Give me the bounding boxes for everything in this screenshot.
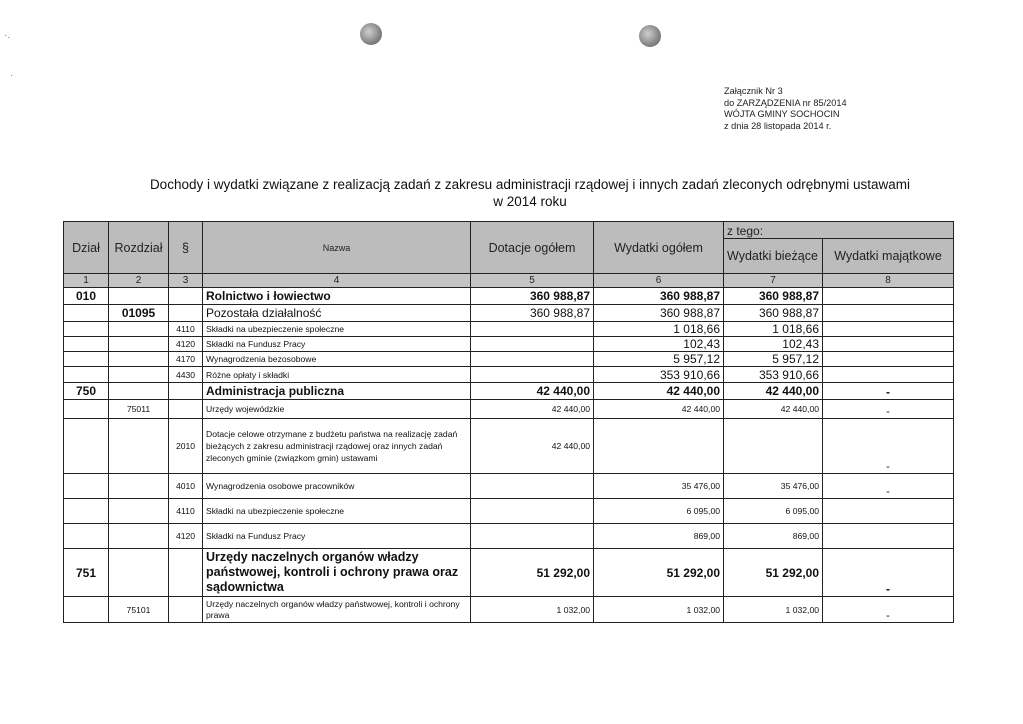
cell-nazwa: Urzędy naczelnych organów władzy państwowej, kontroli i ochrony prawa oraz sądownictwa xyxy=(203,549,471,597)
cell-dotacje: 51 292,00 xyxy=(471,549,594,597)
cell-rozdzial xyxy=(109,337,169,352)
column-number: 1 xyxy=(64,274,109,288)
table-row xyxy=(64,524,954,549)
cell-dzial xyxy=(64,337,109,352)
cell-wydatki xyxy=(594,419,724,474)
table-row xyxy=(64,352,954,367)
annex-block xyxy=(724,86,847,132)
table-row xyxy=(64,288,954,305)
cell-paragraf: 4010 xyxy=(169,474,203,499)
cell-rozdzial xyxy=(109,524,169,549)
cell-biezace: 42 440,00 xyxy=(724,383,823,400)
cell-nazwa: Urzędy wojewódzkie xyxy=(203,400,471,419)
cell-rozdzial xyxy=(109,549,169,597)
column-number: 8 xyxy=(823,274,954,288)
cell-dzial xyxy=(64,419,109,474)
table-row xyxy=(64,383,954,400)
header-rozdzial: Rozdział xyxy=(109,222,169,274)
cell-rozdzial xyxy=(109,288,169,305)
cell-dzial xyxy=(64,524,109,549)
cell-dotacje xyxy=(471,524,594,549)
cell-dotacje: 42 440,00 xyxy=(471,400,594,419)
cell-nazwa: Składki na ubezpieczenie społeczne xyxy=(203,322,471,337)
cell-rozdzial xyxy=(109,499,169,524)
table-row xyxy=(64,549,954,597)
column-number: 3 xyxy=(169,274,203,288)
cell-dotacje xyxy=(471,367,594,383)
cell-wydatki: 42 440,00 xyxy=(594,383,724,400)
cell-dzial xyxy=(64,499,109,524)
column-number: 5 xyxy=(471,274,594,288)
cell-wydatki: 51 292,00 xyxy=(594,549,724,597)
cell-dzial xyxy=(64,352,109,367)
cell-wydatki: 35 476,00 xyxy=(594,474,724,499)
table-row xyxy=(64,322,954,337)
header-nazwa: Nazwa xyxy=(203,222,471,274)
cell-dzial: 750 xyxy=(64,383,109,400)
cell-nazwa: Dotacje celowe otrzymane z budżetu państwa na realizację zadań bieżących z zakresu administracji rządowej oraz innych zadań zleconych gminie (związkom gmin) ustawami xyxy=(203,419,471,474)
cell-majatkowe xyxy=(823,367,954,383)
cell-paragraf: 4110 xyxy=(169,322,203,337)
cell-dzial xyxy=(64,400,109,419)
cell-majatkowe xyxy=(823,288,954,305)
cell-wydatki: 353 910,66 xyxy=(594,367,724,383)
cell-paragraf xyxy=(169,597,203,623)
cell-biezace xyxy=(724,419,823,474)
punch-hole-right xyxy=(639,25,661,47)
cell-dzial xyxy=(64,474,109,499)
cell-nazwa: Pozostała działalność xyxy=(203,305,471,322)
header-z-tego: z tego: xyxy=(724,222,954,239)
cell-nazwa: Różne opłaty i składki xyxy=(203,367,471,383)
table-row xyxy=(64,419,954,474)
table-row xyxy=(64,305,954,322)
cell-wydatki: 42 440,00 xyxy=(594,400,724,419)
scan-mark: ·. xyxy=(4,30,11,41)
cell-biezace: 51 292,00 xyxy=(724,549,823,597)
cell-paragraf xyxy=(169,549,203,597)
table-row xyxy=(64,400,954,419)
cell-biezace: 360 988,87 xyxy=(724,288,823,305)
cell-wydatki: 360 988,87 xyxy=(594,288,724,305)
cell-dzial: 010 xyxy=(64,288,109,305)
cell-dotacje: 42 440,00 xyxy=(471,419,594,474)
cell-rozdzial xyxy=(109,383,169,400)
cell-rozdzial xyxy=(109,419,169,474)
annex-line: WÓJTA GMINY SOCHOCIN xyxy=(724,109,840,120)
table-row xyxy=(64,474,954,499)
cell-biezace: 102,43 xyxy=(724,337,823,352)
cell-nazwa: Urzędy naczelnych organów władzy państwowej, kontroli i ochrony prawa xyxy=(203,597,471,623)
cell-nazwa: Składki na Fundusz Pracy xyxy=(203,524,471,549)
cell-rozdzial: 01095 xyxy=(109,305,169,322)
cell-paragraf xyxy=(169,400,203,419)
cell-majatkowe xyxy=(823,305,954,322)
cell-rozdzial xyxy=(109,322,169,337)
cell-dzial xyxy=(64,597,109,623)
cell-dotacje xyxy=(471,322,594,337)
cell-dotacje xyxy=(471,499,594,524)
cell-paragraf: 4430 xyxy=(169,367,203,383)
cell-majatkowe: - xyxy=(823,549,954,597)
cell-dotacje xyxy=(471,337,594,352)
column-number: 7 xyxy=(724,274,823,288)
cell-rozdzial: 75011 xyxy=(109,400,169,419)
cell-wydatki: 1 018,66 xyxy=(594,322,724,337)
cell-biezace: 42 440,00 xyxy=(724,400,823,419)
cell-paragraf: 2010 xyxy=(169,419,203,474)
column-number: 4 xyxy=(203,274,471,288)
cell-dotacje: 1 032,00 xyxy=(471,597,594,623)
cell-wydatki: 360 988,87 xyxy=(594,305,724,322)
cell-majatkowe: - xyxy=(823,597,954,623)
cell-wydatki: 1 032,00 xyxy=(594,597,724,623)
cell-biezace: 1 032,00 xyxy=(724,597,823,623)
header-wydatki: Wydatki ogółem xyxy=(594,222,724,274)
cell-rozdzial xyxy=(109,367,169,383)
column-number: 6 xyxy=(594,274,724,288)
header-dotacje: Dotacje ogółem xyxy=(471,222,594,274)
table-row xyxy=(64,499,954,524)
cell-majatkowe: - xyxy=(823,400,954,419)
cell-wydatki: 6 095,00 xyxy=(594,499,724,524)
annex-line: do ZARZĄDZENIA nr 85/2014 xyxy=(724,97,847,108)
cell-biezace: 1 018,66 xyxy=(724,322,823,337)
cell-rozdzial xyxy=(109,352,169,367)
cell-nazwa: Administracja publiczna xyxy=(203,383,471,400)
cell-dzial xyxy=(64,367,109,383)
cell-biezace: 869,00 xyxy=(724,524,823,549)
column-number: 2 xyxy=(109,274,169,288)
cell-nazwa: Wynagrodzenia osobowe pracowników xyxy=(203,474,471,499)
header-dzial: Dział xyxy=(64,222,109,274)
cell-paragraf: 4170 xyxy=(169,352,203,367)
header-biezace: Wydatki bieżące xyxy=(724,239,823,274)
header-paragraf: § xyxy=(169,222,203,274)
cell-majatkowe xyxy=(823,322,954,337)
cell-rozdzial: 75101 xyxy=(109,597,169,623)
cell-wydatki: 102,43 xyxy=(594,337,724,352)
cell-rozdzial xyxy=(109,474,169,499)
punch-hole-left xyxy=(360,23,382,45)
cell-paragraf: 4110 xyxy=(169,499,203,524)
cell-dotacje xyxy=(471,474,594,499)
cell-paragraf: 4120 xyxy=(169,337,203,352)
cell-majatkowe xyxy=(823,337,954,352)
document-title-year: w 2014 roku xyxy=(493,194,567,209)
cell-majatkowe: - xyxy=(823,383,954,400)
cell-paragraf: 4120 xyxy=(169,524,203,549)
cell-majatkowe: - xyxy=(823,474,954,499)
cell-biezace: 5 957,12 xyxy=(724,352,823,367)
cell-dzial: 751 xyxy=(64,549,109,597)
cell-dotacje xyxy=(471,352,594,367)
cell-majatkowe: - xyxy=(823,419,954,474)
cell-dzial xyxy=(64,305,109,322)
cell-wydatki: 869,00 xyxy=(594,524,724,549)
cell-majatkowe xyxy=(823,499,954,524)
cell-dzial xyxy=(64,322,109,337)
cell-nazwa: Rolnictwo i łowiectwo xyxy=(203,288,471,305)
cell-biezace: 35 476,00 xyxy=(724,474,823,499)
cell-dotacje: 360 988,87 xyxy=(471,288,594,305)
cell-biezace: 6 095,00 xyxy=(724,499,823,524)
cell-nazwa: Wynagrodzenia bezosobowe xyxy=(203,352,471,367)
cell-paragraf xyxy=(169,383,203,400)
cell-biezace: 360 988,87 xyxy=(724,305,823,322)
annex-line: z dnia 28 listopada 2014 r. xyxy=(724,120,832,131)
table-row xyxy=(64,337,954,352)
scan-mark: · xyxy=(10,70,14,81)
cell-wydatki: 5 957,12 xyxy=(594,352,724,367)
cell-dotacje: 42 440,00 xyxy=(471,383,594,400)
cell-biezace: 353 910,66 xyxy=(724,367,823,383)
cell-nazwa: Składki na Fundusz Pracy xyxy=(203,337,471,352)
table-row xyxy=(64,597,954,623)
document-title: Dochody i wydatki związane z realizacją zadań z zakresu administracji rządowej i innych zadań zleconych odrębnymi ustawami xyxy=(149,177,911,192)
cell-dotacje: 360 988,87 xyxy=(471,305,594,322)
cell-paragraf xyxy=(169,288,203,305)
table-row xyxy=(64,367,954,383)
header-majatkowe: Wydatki majątkowe xyxy=(823,239,954,274)
cell-majatkowe xyxy=(823,524,954,549)
budget-table xyxy=(63,221,954,623)
annex-line: Załącznik Nr 3 xyxy=(724,86,783,96)
cell-majatkowe xyxy=(823,352,954,367)
cell-paragraf xyxy=(169,305,203,322)
cell-nazwa: Składki na ubezpieczenie społeczne xyxy=(203,499,471,524)
